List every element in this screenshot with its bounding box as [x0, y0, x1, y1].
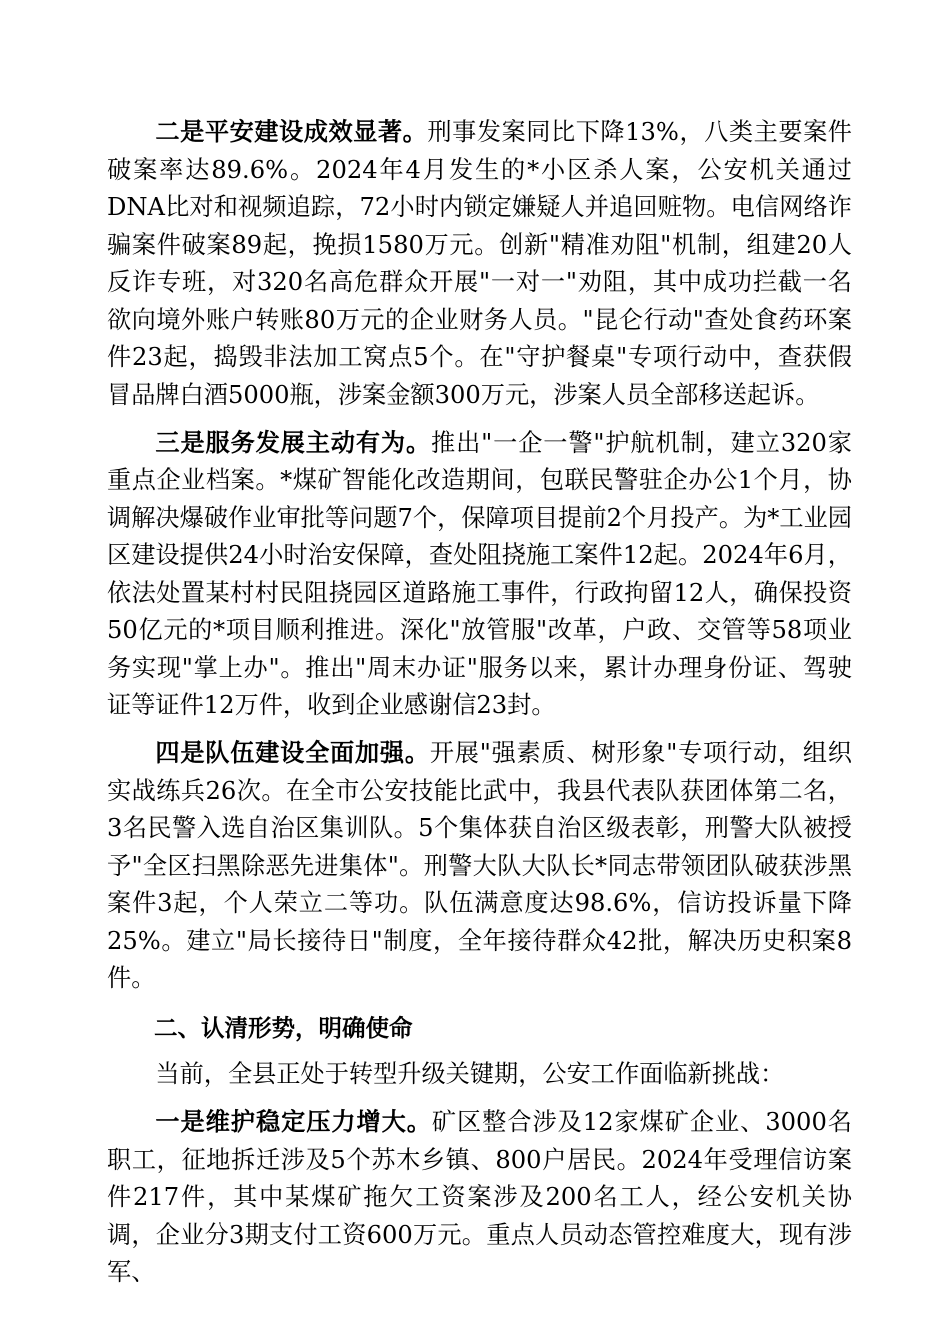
- paragraph-team-building: [107, 734, 852, 998]
- paragraph-lead: 四是队伍建设全面加强。: [155, 738, 430, 767]
- section-heading: 二、认清形势，明确使命: [154, 1013, 413, 1042]
- paragraph-lead: 二是平安建设成效显著。: [155, 117, 428, 146]
- intro-paragraph: 当前，全县正处于转型升级关键期，公安工作面临新挑战：: [155, 1060, 785, 1088]
- paragraph-body: 矿区整合涉及12家煤矿企业、3000名职工，征地拆迁涉及5个苏木乡镇、800户居民。2024年受理信访案件217件，其中某煤矿拖欠工资案涉及200名工人，经公安机关协调，企业分3期支付工资600万元。重点人员动态管控难度大，现有涉军、: [107, 1108, 852, 1286]
- paragraph-body: 推出"一企一警"护航机制，建立320家重点企业档案。*煤矿智能化改造期间，包联民警驻企办公1个月，协调解决爆破作业审批等问题7个，保障项目提前2个月投产。为*工业园区建设提供24小时治安保障，查处阻挠施工案件12起。2024年6月，依法处置某村村民阻挠园区道路施工事件，行政拘留12人，确保投资50亿元的*项目顺利推进。深化"放管服"改革，户政、交管等58项业务实现"掌上办"。推出"周末办证"服务以来，累计办理身份证、驾驶证等证件12万件，收到企业感谢信23封。: [107, 428, 852, 719]
- paragraph-body: 开展"强素质、树形象"专项行动，组织实战练兵26次。在全市公安技能比武中，我县代表队获团体第二名，3名民警入选自治区集训队。5个集体获自治区级表彰，刑警大队被授予"全区扫黑除恶先进集体"。刑警大队大队长*同志带领团队破获涉黑案件3起，个人荣立二等功。队伍满意度达98.6%，信访投诉量下降25%。建立"局长接待日"制度，全年接待群众42批，解决历史积案8件。: [107, 739, 852, 992]
- paragraph-service-development: [107, 424, 852, 725]
- document-page: [107, 113, 852, 1292]
- paragraph-public-safety: [107, 113, 852, 414]
- paragraph-body: 刑事发案同比下降13%，八类主要案件破案率达89.6%。2024年4月发生的*小区杀人案，公安机关通过DNA比对和视频追踪，72小时内锁定嫌疑人并追回赃物。电信网络诈骗案件破案89起，挽损1580万元。创新"精准劝阻"机制，组建20人反诈专班，对320名高危群众开展"一对一"劝阻，其中成功拦截一名欲向境外账户转账80万元的企业财务人员。"昆仑行动"查处食药环案件23起，捣毁非法加工窝点5个。在"守护餐桌"专项行动中，查获假冒品牌白酒5000瓶，涉案金额300万元，涉案人员全部移送起诉。: [107, 118, 852, 409]
- paragraph-lead: 三是服务发展主动有为。: [155, 427, 432, 457]
- paragraph-stability-pressure: [107, 1103, 852, 1292]
- paragraph-lead: 一是维护稳定压力增大。: [155, 1107, 432, 1136]
